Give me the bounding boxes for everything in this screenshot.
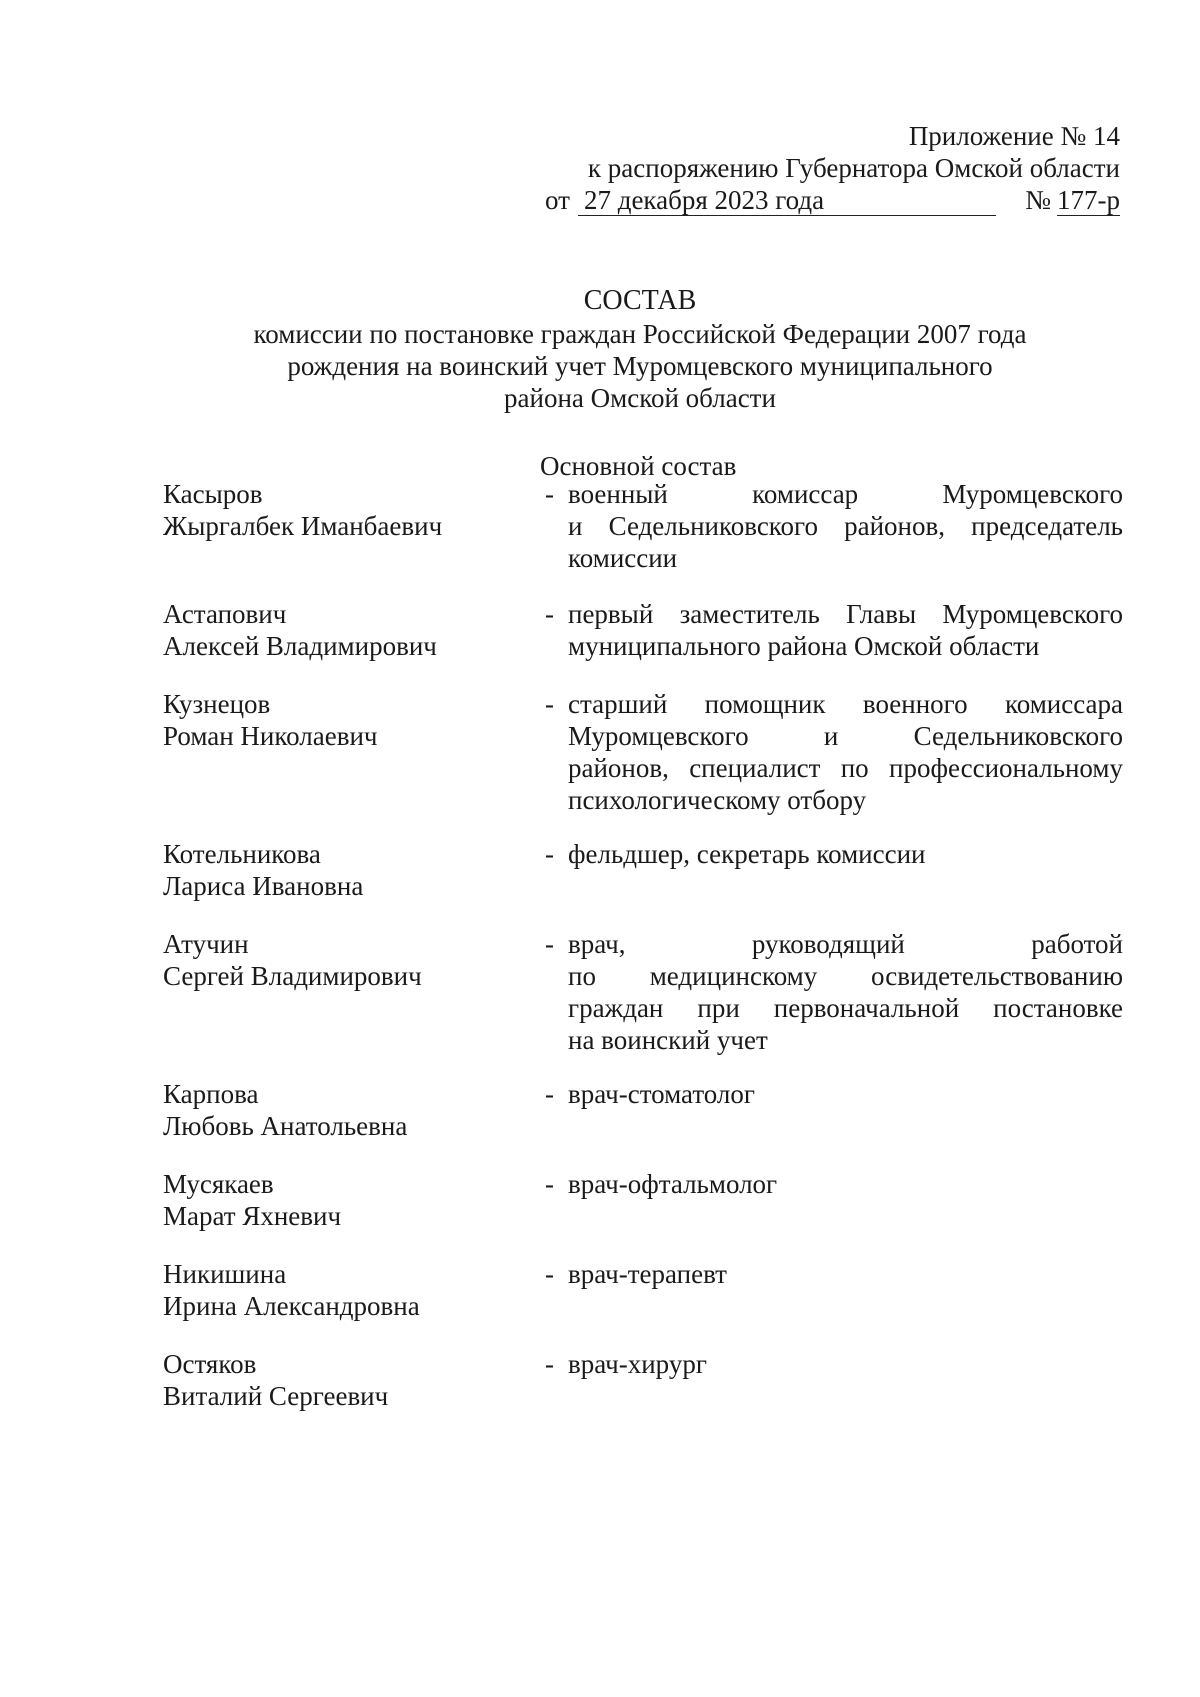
member-dash: -	[545, 479, 554, 509]
member-role-line: врач-офтальмолог	[568, 1169, 778, 1199]
member-surname: Кузнецов	[163, 689, 271, 719]
member-name	[163, 1348, 523, 1412]
member-surname: Никишина	[163, 1259, 287, 1289]
member-role-line: врач-стоматолог	[568, 1079, 755, 1109]
member-role-line: первый заместитель Главы Муромцевского	[568, 599, 1123, 629]
member-name	[163, 838, 523, 902]
member-given-names: Ирина Александровна	[163, 1291, 420, 1321]
member-given-names: Лариса Ивановна	[163, 871, 364, 901]
member-given-names: Виталий Сергеевич	[163, 1381, 389, 1411]
member-given-names: Любовь Анатольевна	[163, 1111, 408, 1141]
member-role-line: военный комиссар Муромцевского	[568, 479, 1123, 509]
member-given-names: Роман Николаевич	[163, 721, 378, 751]
member-name	[163, 478, 523, 542]
member-role-line: врач-терапевт	[568, 1259, 727, 1289]
member-name	[163, 598, 523, 662]
member-name	[163, 1258, 523, 1322]
member-dash: -	[545, 1169, 554, 1199]
member-role-line: фельдшер, секретарь комиссии	[568, 839, 926, 869]
member-surname: Котельникова	[163, 839, 321, 869]
member-role-line: по медицинскому освидетельствованию	[568, 961, 1123, 991]
order-number: 177-р	[1057, 185, 1120, 215]
member-dash: -	[545, 689, 554, 719]
member-role	[568, 478, 1123, 574]
member-name	[163, 928, 523, 992]
member-given-names: Жыргалбек Иманбаевич	[163, 511, 443, 541]
member-role-line: и Седельниковского районов, председатель	[568, 511, 1123, 541]
member-surname: Мусякаев	[163, 1169, 274, 1199]
member-role-line: муниципального района Омской области	[568, 631, 1040, 661]
member-role	[568, 688, 1123, 816]
member-role	[568, 1258, 1123, 1290]
member-name	[163, 1168, 523, 1232]
order-date-group	[545, 184, 996, 216]
member-role	[568, 1078, 1123, 1110]
member-dash: -	[545, 1349, 554, 1379]
member-role-line: комиссии	[568, 543, 678, 573]
member-dash: -	[545, 1259, 554, 1289]
number-prefix: №	[1025, 185, 1051, 215]
member-name	[163, 1078, 523, 1142]
order-date: 27 декабря 2023 года	[578, 185, 996, 216]
document-subtitle-line: района Омской области	[504, 383, 776, 413]
member-role-line: Муромцевского и Седельниковского	[568, 721, 1123, 751]
order-date-line	[545, 184, 1120, 216]
appendix-number: Приложение № 14	[908, 121, 1120, 151]
member-role-line: психологическому отбору	[568, 785, 867, 815]
document-title: СОСТАВ	[583, 285, 697, 316]
member-given-names: Сергей Владимирович	[163, 961, 422, 991]
member-role	[568, 838, 1123, 870]
member-role	[568, 1168, 1123, 1200]
appendix-header	[545, 120, 1120, 216]
member-role-line: районов, специалист по профессиональному	[568, 753, 1123, 783]
order-reference: к распоряжению Губернатора Омской области	[587, 153, 1120, 183]
document-title-block	[140, 284, 1140, 414]
member-surname: Атучин	[163, 929, 249, 959]
member-dash: -	[545, 599, 554, 629]
member-role	[568, 1348, 1123, 1380]
member-surname: Астапович	[163, 599, 287, 629]
document-subtitle-line: комиссии по постановке граждан Российской Федерации 2007 года	[253, 319, 1027, 349]
member-given-names: Марат Яхневич	[163, 1201, 342, 1231]
member-dash: -	[545, 1079, 554, 1109]
member-role-line: врач-хирург	[568, 1349, 707, 1379]
member-role-line: старший помощник военного комиссара	[568, 689, 1123, 719]
member-surname: Касыров	[163, 479, 263, 509]
member-role	[568, 598, 1123, 662]
member-name	[163, 688, 523, 752]
member-role-line: врач, руководящий работой	[568, 929, 1123, 959]
member-given-names: Алексей Владимирович	[163, 631, 437, 661]
member-role-line: на воинский учет	[568, 1025, 768, 1055]
member-surname: Карпова	[163, 1079, 259, 1109]
member-dash: -	[545, 929, 554, 959]
document-subtitle-line: рождения на воинский учет Муромцевского муниципального	[287, 351, 993, 381]
member-role-line: граждан при первоначальной постановке	[568, 993, 1123, 1023]
member-dash: -	[545, 839, 554, 869]
date-prefix: от	[545, 185, 570, 215]
section-heading: Основной состав	[540, 451, 737, 481]
member-role	[568, 928, 1123, 1056]
member-surname: Остяков	[163, 1349, 257, 1379]
order-number-group	[1025, 184, 1120, 216]
